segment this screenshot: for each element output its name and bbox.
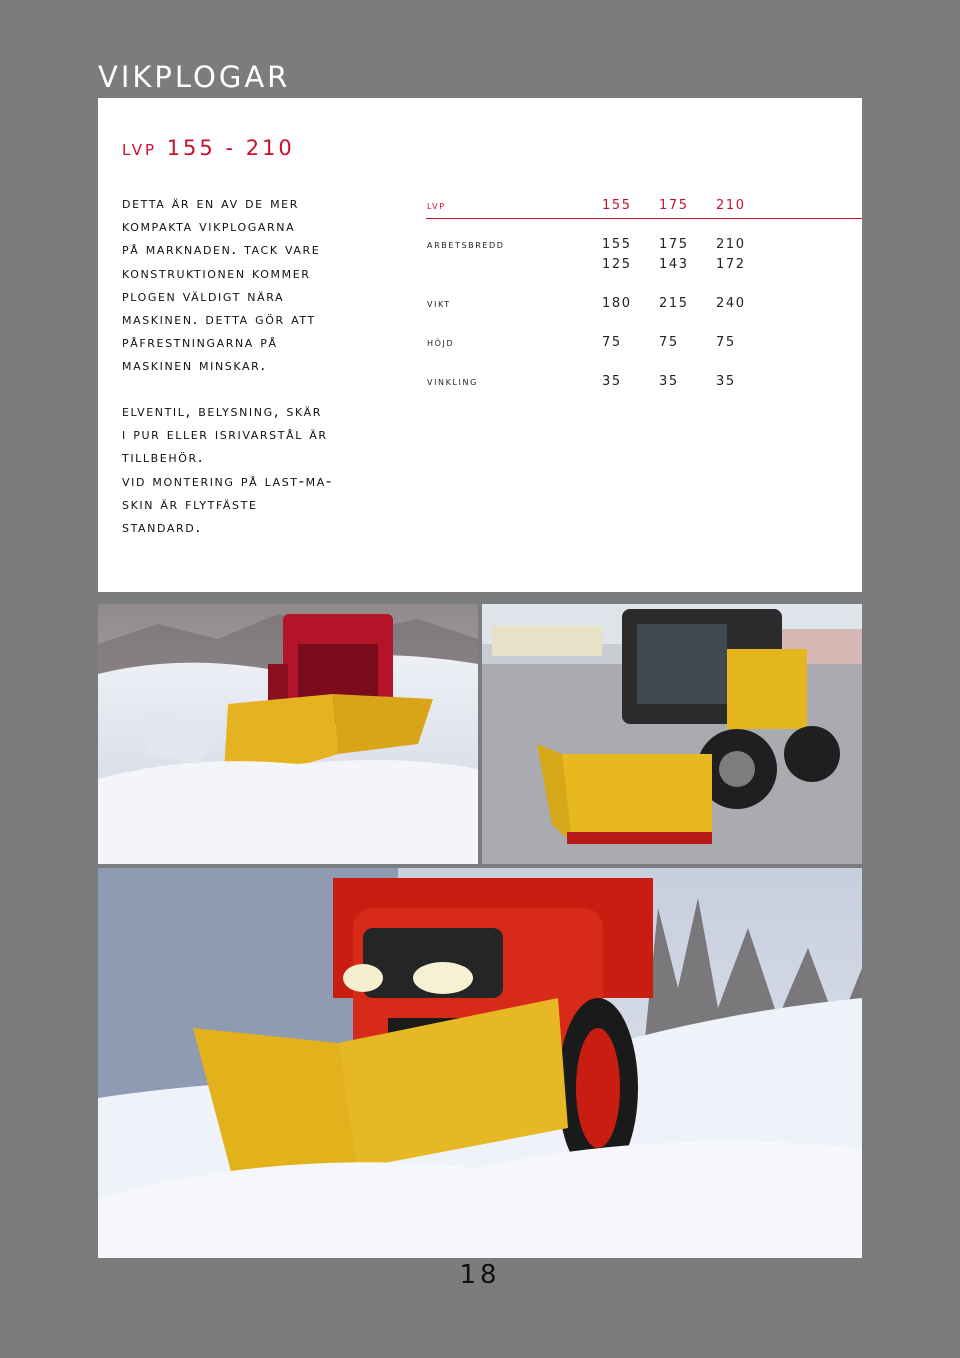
spec-label: arbetsbredd	[427, 237, 505, 251]
spec-label: vinkling	[427, 373, 478, 388]
intro-line: plogen väldigt nära	[122, 286, 285, 305]
spec-row	[426, 276, 862, 296]
spec-label: höjd	[427, 334, 455, 349]
spec-value: 172	[716, 256, 746, 272]
intro-line: konstruktionen kommer	[122, 263, 311, 282]
spec-value: 35	[602, 373, 622, 389]
intro-line: maskinen. detta gör att	[122, 310, 316, 329]
spec-table-header	[426, 198, 862, 219]
spec-row	[426, 237, 862, 257]
accessory-line: i pur eller isrivarstål är	[122, 425, 328, 444]
spec-header-size: 210	[716, 198, 746, 213]
spec-value: 75	[659, 334, 679, 350]
page-title: VIKPLOGAR	[98, 60, 291, 94]
spec-header-size: 175	[659, 198, 689, 213]
spec-row	[426, 335, 862, 355]
intro-line: maskinen minskar.	[122, 356, 267, 375]
spec-row	[426, 257, 862, 277]
intro-line: kompakta vikplogarna	[122, 217, 296, 236]
intro-text	[122, 192, 402, 378]
accessories-text	[122, 400, 412, 539]
accessory-line: tillbehör.	[122, 448, 205, 467]
accessory-line: skin är flytfäste	[122, 494, 258, 513]
spec-value: 35	[716, 373, 736, 389]
spec-value: 215	[659, 295, 689, 311]
spec-value: 210	[716, 237, 746, 252]
spec-row	[426, 374, 862, 394]
spec-value: 155	[602, 237, 632, 252]
spec-header-size: 155	[602, 198, 632, 213]
photo-kubota-tractor-plow	[98, 868, 862, 1258]
intro-line: på marknaden. tack vare	[122, 240, 321, 259]
photo-yellow-tractor-plow	[482, 604, 862, 864]
page-number: 18	[459, 1260, 501, 1290]
intro-line: detta är en av de mer	[122, 194, 299, 212]
intro-line: påfrestningarna på	[122, 333, 278, 352]
section-heading: lvp 155 - 210	[122, 136, 295, 160]
spec-value: 180	[602, 295, 632, 311]
accessory-line: vid montering på last-ma-	[122, 471, 333, 490]
spec-value: 175	[659, 237, 689, 252]
accessory-line: standard.	[122, 518, 202, 537]
photo-red-loader-plow	[98, 604, 478, 864]
spec-value: 75	[716, 334, 736, 350]
spec-row	[426, 354, 862, 374]
content-panel	[98, 98, 862, 592]
spec-value: 35	[659, 373, 679, 389]
spec-label: vikt	[427, 295, 451, 310]
spec-table	[426, 198, 862, 393]
spec-row	[426, 315, 862, 335]
spec-value: 75	[602, 334, 622, 350]
spec-value: 240	[716, 295, 746, 311]
spec-value: 125	[602, 256, 632, 272]
spec-row	[426, 296, 862, 316]
accessory-line: elventil, belysning, skär	[122, 402, 322, 420]
spec-value: 143	[659, 256, 689, 272]
spec-header-model: lvp	[427, 198, 446, 212]
